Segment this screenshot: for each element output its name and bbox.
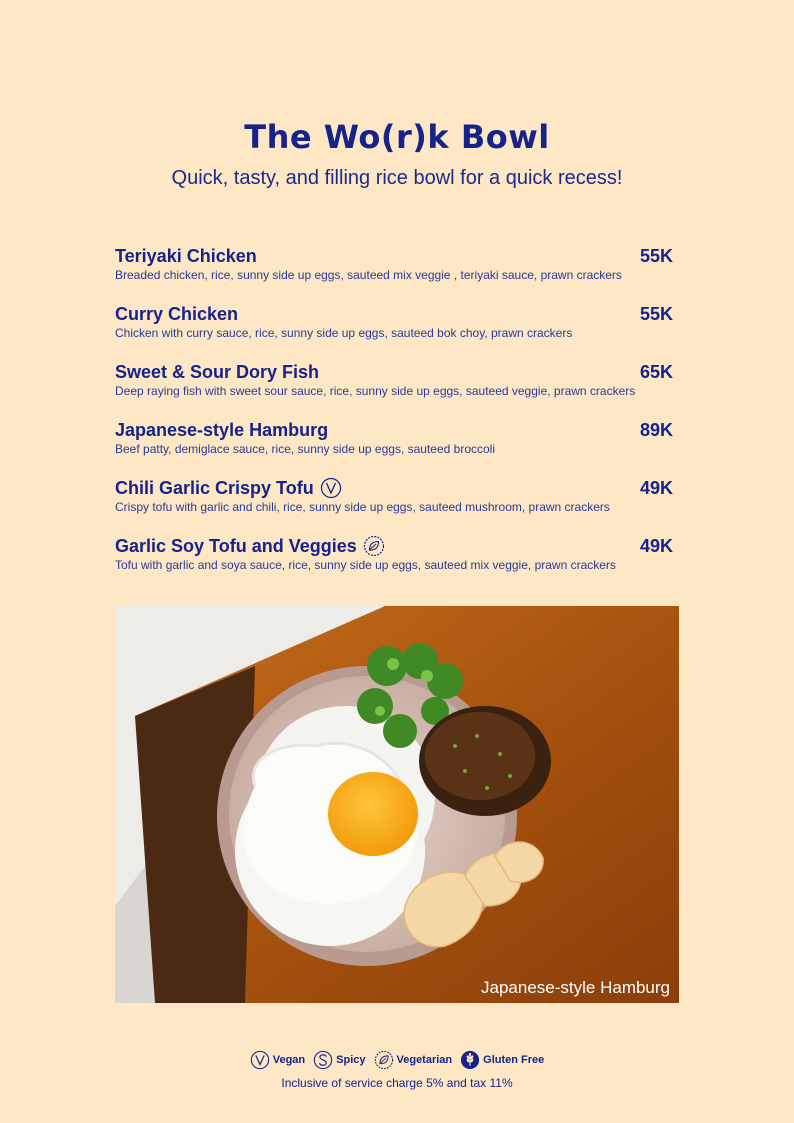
legend-gluten-free: Gluten Free <box>460 1050 544 1070</box>
legend-vegan: Vegan <box>250 1050 305 1070</box>
menu-item <box>115 419 675 477</box>
menu-item-price: 65K <box>639 362 673 382</box>
vegan-icon <box>250 1050 270 1070</box>
page-subtitle: Quick, tasty, and filling rice bowl for a quick recess! <box>171 167 623 189</box>
menu-item <box>115 477 675 535</box>
menu-item-description: Beef patty, demiglace sauce, rice, sunny side up eggs, sauteed broccoli <box>115 442 495 456</box>
menu-item-name: Teriyaki Chicken <box>115 245 257 266</box>
menu-item-name: Sweet & Sour Dory Fish <box>115 361 320 382</box>
menu-item <box>115 245 675 303</box>
menu-item-description: Breaded chicken, rice, sunny side up eggs, sauteed mix veggie , teriyaki sauce, prawn crackers <box>115 268 622 282</box>
menu-item-price: 49K <box>639 478 673 498</box>
rice-bowl-image <box>115 606 679 1003</box>
menu-item <box>115 361 675 419</box>
menu-item <box>115 303 675 361</box>
dietary-legend <box>0 1050 794 1070</box>
menu-item-description: Deep raying fish with sweet sour sauce, rice, sunny side up eggs, sauteed veggie, prawn crackers <box>115 384 636 398</box>
food-photo <box>115 606 679 1003</box>
menu-list <box>115 245 675 593</box>
menu-item-name: Chili Garlic Crispy Tofu <box>115 477 342 499</box>
menu-item-name: Garlic Soy Tofu and Veggies <box>115 535 385 557</box>
vegan-icon <box>320 477 342 499</box>
menu-item-price: 49K <box>639 536 673 556</box>
legend-vegetarian: Vegetarian <box>374 1050 453 1070</box>
leaf-icon <box>363 535 385 557</box>
leaf-icon <box>374 1050 394 1070</box>
menu-item-price: 89K <box>639 420 673 440</box>
menu-item-description: Chicken with curry sauce, rice, sunny side up eggs, sauteed bok choy, prawn crackers <box>115 326 573 340</box>
menu-item-name: Curry Chicken <box>115 303 239 324</box>
legend-spicy: Spicy <box>313 1050 365 1070</box>
menu-item-description: Tofu with garlic and soya sauce, rice, sunny side up eggs, sauteed mix veggie, prawn crackers <box>115 558 616 572</box>
menu-item <box>115 535 675 593</box>
wheat-icon <box>460 1050 480 1070</box>
menu-item-price: 55K <box>639 246 673 266</box>
menu-item-description: Crispy tofu with garlic and chili, rice, sunny side up eggs, sauteed mushroom, prawn crackers <box>115 500 610 514</box>
menu-item-price: 55K <box>639 304 673 324</box>
page-title: The Wo(r)k Bowl <box>244 118 550 156</box>
spicy-icon <box>313 1050 333 1070</box>
menu-item-name: Japanese-style Hamburg <box>115 419 329 440</box>
photo-caption: Japanese-style Hamburg <box>481 978 670 997</box>
pricing-note: Inclusive of service charge 5% and tax 11% <box>281 1076 513 1090</box>
